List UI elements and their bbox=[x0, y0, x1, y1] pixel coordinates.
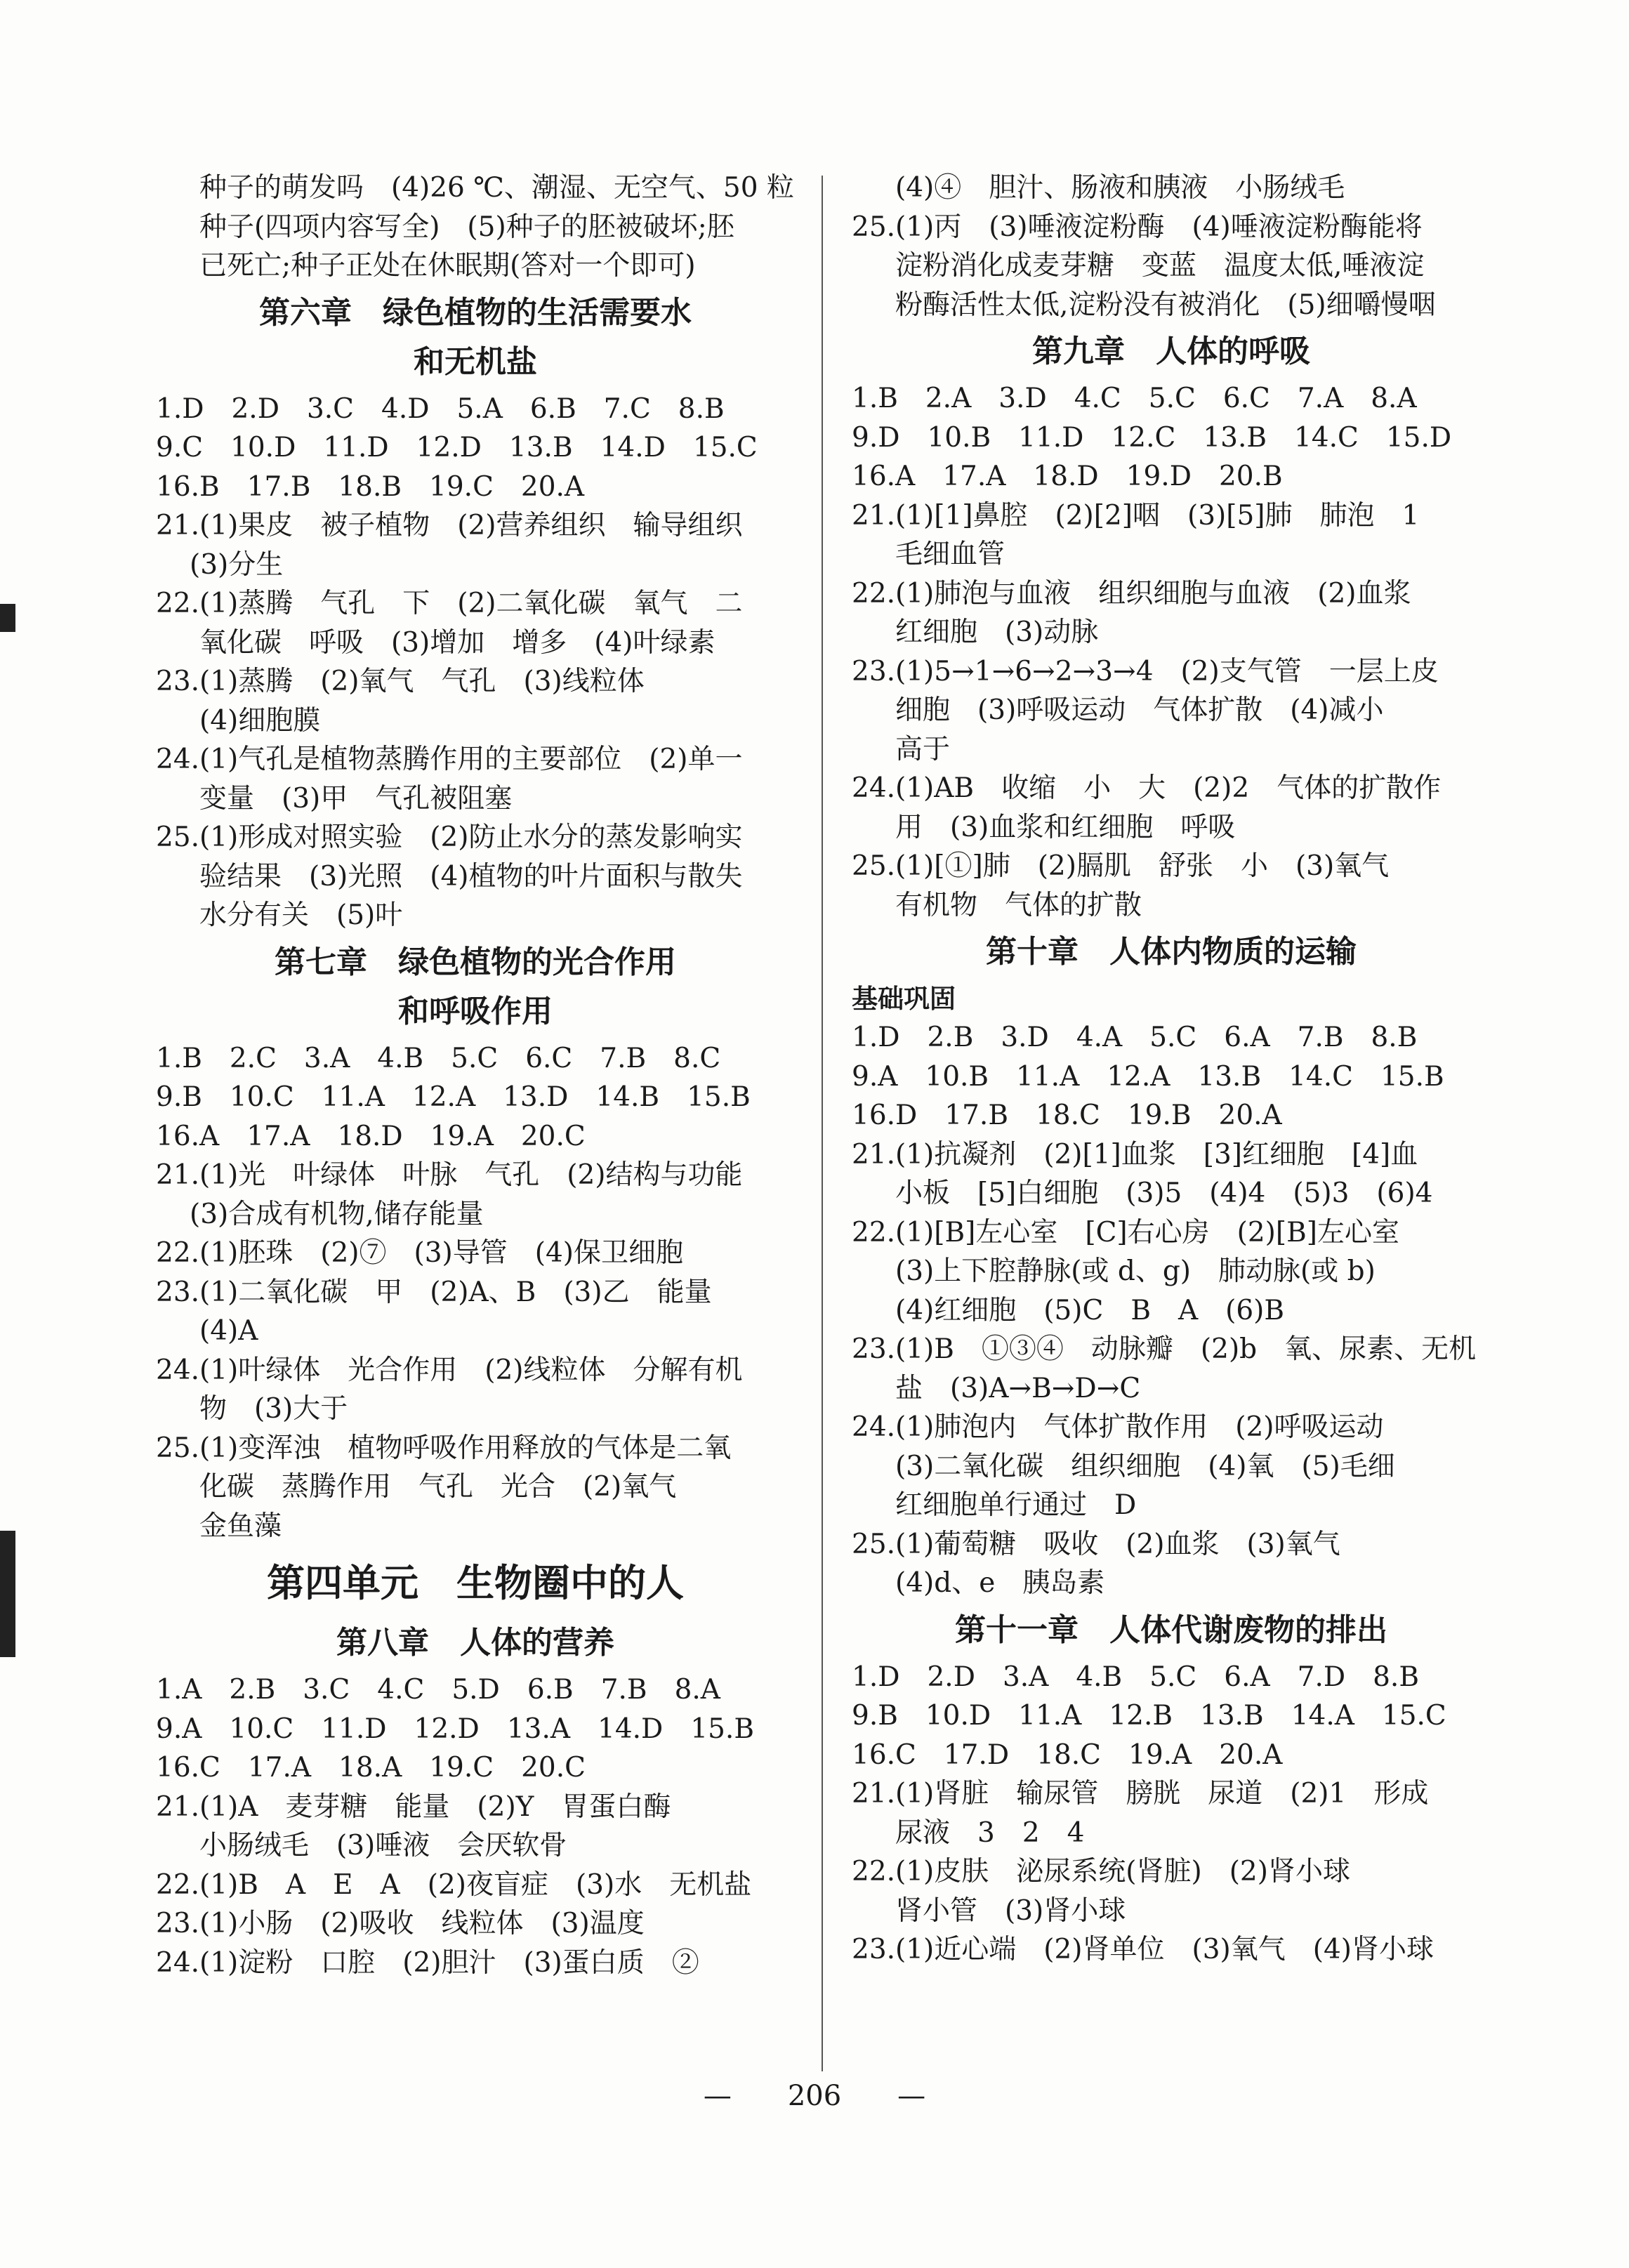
chapter-heading: 第九章 人体的呼吸 bbox=[1032, 334, 1310, 369]
answer-line: 小板 [5]白细胞 (3)5 (4)4 (5)3 (6)4 bbox=[895, 1178, 1433, 1209]
answer-line: 23.(1)B ①③④ 动脉瓣 (2)b 氧、尿素、无机 bbox=[852, 1333, 1477, 1365]
choice-answer-line: 16.A 17.A 18.D 19.D 20.B bbox=[852, 461, 1283, 492]
answer-line: 21.(1)抗凝剂 (2)[1]血浆 [3]红细胞 [4]血 bbox=[852, 1138, 1418, 1171]
answer-line: 氧化碳 呼吸 (3)增加 增多 (4)叶绿素 bbox=[199, 626, 715, 659]
right-column bbox=[852, 169, 1491, 1970]
answer-line: 21.(1)光 叶绿体 叶脉 气孔 (2)结构与功能 bbox=[156, 1159, 743, 1191]
answer-line: 24.(1)淀粉 口腔 (2)胆汁 (3)蛋白质 ② bbox=[156, 1946, 699, 1979]
scan-edge-mark bbox=[0, 604, 15, 632]
answer-line: (4)细胞膜 bbox=[199, 704, 321, 737]
answer-line: 化碳 蒸腾作用 气孔 光合 (2)氧气 bbox=[199, 1471, 677, 1503]
answer-line: 23.(1)二氧化碳 甲 (2)A、B (3)乙 能量 bbox=[156, 1276, 712, 1308]
answer-line: 盐 (3)A→B→D→C bbox=[895, 1372, 1141, 1404]
choice-answer-line: 16.C 17.A 18.A 19.C 20.C bbox=[156, 1752, 586, 1784]
answer-line: 物 (3)大于 bbox=[199, 1393, 348, 1425]
answer-line: (4)红细胞 (5)C B A (6)B bbox=[895, 1294, 1285, 1326]
answer-line: 22.(1)皮肤 泌尿系统(肾脏) (2)肾小球 bbox=[852, 1856, 1350, 1887]
choice-answer-line: 16.C 17.D 18.C 19.A 20.A bbox=[852, 1739, 1283, 1771]
choice-answer-line: 1.D 2.D 3.A 4.B 5.C 6.A 7.D 8.B bbox=[852, 1661, 1419, 1693]
answer-line: 尿液 3 2 4 bbox=[895, 1817, 1085, 1849]
answer-line: 水分有关 (5)叶 bbox=[199, 899, 403, 931]
left-column bbox=[156, 169, 795, 1982]
answer-line: (4)A bbox=[199, 1315, 258, 1347]
chapter-heading: 第十一章 人体代谢废物的排出 bbox=[955, 1611, 1387, 1648]
answer-line: (3)合成有机物,储存能量 bbox=[190, 1198, 484, 1230]
answer-line: 淀粉消化成麦芽糖 变蓝 温度太低,唾液淀 bbox=[895, 250, 1425, 282]
answer-line: (3)二氧化碳 组织细胞 (4)氧 (5)毛细 bbox=[895, 1450, 1395, 1482]
answer-line: 23.(1)5→1→6→2→3→4 (2)支气管 一层上皮 bbox=[852, 655, 1439, 687]
choice-answer-line: 16.A 17.A 18.D 19.A 20.C bbox=[156, 1120, 586, 1152]
answer-line: 22.(1)[B]左心室 [C]右心房 (2)[B]左心室 bbox=[852, 1216, 1399, 1248]
answer-line: 粉酶活性太低,淀粉没有被消化 (5)细嚼慢咽 bbox=[895, 289, 1436, 321]
chapter-heading: 和呼吸作用 bbox=[398, 993, 553, 1029]
choice-answer-line: 1.D 2.B 3.D 4.A 5.C 6.A 7.B 8.B bbox=[852, 1022, 1418, 1053]
choice-answer-line: 1.D 2.D 3.C 4.D 5.A 6.B 7.C 8.B bbox=[156, 393, 725, 425]
answer-line: 已死亡;种子正处在休眠期(答对一个即可) bbox=[199, 250, 696, 282]
answer-line: (3)上下腔静脉(或 d、g) 肺动脉(或 b) bbox=[895, 1255, 1376, 1287]
section-subheading: 基础巩固 bbox=[852, 984, 956, 1014]
page-number-value: 206 bbox=[787, 2080, 842, 2112]
answer-line: 22.(1)蒸腾 气孔 下 (2)二氧化碳 氧气 二 bbox=[156, 588, 743, 619]
choice-answer-line: 16.D 17.B 18.C 19.B 20.A bbox=[852, 1100, 1282, 1131]
answer-line: 23.(1)蒸腾 (2)氧气 气孔 (3)线粒体 bbox=[156, 666, 645, 697]
answer-line: 肾小管 (3)肾小球 bbox=[895, 1894, 1126, 1927]
choice-answer-line: 1.B 2.C 3.A 4.B 5.C 6.C 7.B 8.C bbox=[156, 1042, 721, 1074]
answer-line: (4)d、e 胰岛素 bbox=[895, 1567, 1105, 1599]
choice-answer-line: 16.B 17.B 18.B 19.C 20.A bbox=[156, 470, 585, 503]
scan-edge-mark bbox=[0, 1531, 15, 1657]
answer-line: 25.(1)丙 (3)唾液淀粉酶 (4)唾液淀粉酶能将 bbox=[852, 211, 1423, 243]
chapter-heading: 和无机盐 bbox=[414, 343, 537, 380]
answer-line: 验结果 (3)光照 (4)植物的叶片面积与散失 bbox=[199, 860, 743, 892]
chapter-heading: 第八章 人体的营养 bbox=[336, 1625, 614, 1661]
answer-line: 25.(1)形成对照实验 (2)防止水分的蒸发影响实 bbox=[156, 822, 743, 853]
answer-line: 有机物 气体的扩散 bbox=[895, 889, 1142, 921]
choice-answer-line: 1.A 2.B 3.C 4.C 5.D 6.B 7.B 8.A bbox=[156, 1674, 720, 1706]
answer-line: 25.(1)变浑浊 植物呼吸作用释放的气体是二氧 bbox=[156, 1432, 732, 1464]
choice-answer-line: 9.D 10.B 11.D 12.C 13.B 14.C 15.D bbox=[852, 421, 1452, 454]
choice-answer-line: 9.B 10.D 11.A 12.B 13.B 14.A 15.C bbox=[852, 1700, 1446, 1732]
choice-answer-line: 1.B 2.A 3.D 4.C 5.C 6.C 7.A 8.A bbox=[852, 383, 1417, 414]
choice-answer-line: 9.B 10.C 11.A 12.A 13.D 14.B 15.B bbox=[156, 1081, 751, 1113]
answer-line: 24.(1)气孔是植物蒸腾作用的主要部位 (2)单一 bbox=[156, 744, 743, 775]
answer-line: 用 (3)血浆和红细胞 呼吸 bbox=[895, 811, 1236, 843]
answer-line: 25.(1)葡萄糖 吸收 (2)血浆 (3)氧气 bbox=[852, 1528, 1340, 1560]
answer-line: 红细胞单行通过 D bbox=[895, 1489, 1137, 1521]
answer-line: 25.(1)[①]肺 (2)膈肌 舒张 小 (3)氧气 bbox=[852, 850, 1390, 882]
answer-line: 金鱼藻 bbox=[199, 1510, 282, 1542]
answer-line: 21.(1)[1]鼻腔 (2)[2]咽 (3)[5]肺 肺泡 1 bbox=[852, 499, 1420, 532]
answer-line: 21.(1)肾脏 输尿管 膀胱 尿道 (2)1 形成 bbox=[852, 1778, 1429, 1809]
answer-line: 高于 bbox=[895, 733, 951, 765]
answer-line: 变量 (3)甲 气孔被阻塞 bbox=[199, 782, 513, 815]
answer-line: 种子的萌发吗 (4)26 ℃、潮湿、无空气、50 粒 bbox=[199, 172, 794, 204]
answer-line: (4)④ 胆汁、肠液和胰液 小肠绒毛 bbox=[895, 172, 1345, 204]
chapter-heading: 第七章 绿色植物的光合作用 bbox=[275, 944, 676, 980]
answer-line: 24.(1)叶绿体 光合作用 (2)线粒体 分解有机 bbox=[156, 1354, 743, 1386]
answer-line: 21.(1)A 麦芽糖 能量 (2)Y 胃蛋白酶 bbox=[156, 1791, 671, 1823]
choice-answer-line: 9.C 10.D 11.D 12.D 13.B 14.D 15.C bbox=[156, 432, 758, 463]
answer-line: 毛细血管 bbox=[895, 539, 1005, 570]
choice-answer-line: 9.A 10.B 11.A 12.A 13.B 14.C 15.B bbox=[852, 1060, 1444, 1093]
answer-line: 21.(1)果皮 被子植物 (2)营养组织 输导组织 bbox=[156, 510, 743, 541]
answer-line: 22.(1)肺泡与血液 组织细胞与血液 (2)血浆 bbox=[852, 577, 1411, 609]
answer-line: 红细胞 (3)动脉 bbox=[895, 617, 1099, 648]
answer-line: (3)分生 bbox=[190, 548, 284, 581]
answer-line: 23.(1)小肠 (2)吸收 线粒体 (3)温度 bbox=[156, 1908, 645, 1939]
page-number: — 206 — bbox=[703, 2080, 926, 2112]
answer-line: 24.(1)AB 收缩 小 大 (2)2 气体的扩散作 bbox=[852, 772, 1442, 804]
answer-line: 细胞 (3)呼吸运动 气体扩散 (4)减小 bbox=[895, 694, 1384, 726]
choice-answer-line: 9.A 10.C 11.D 12.D 13.A 14.D 15.B bbox=[156, 1713, 754, 1745]
unit-heading: 第四单元 生物圈中的人 bbox=[267, 1561, 684, 1605]
answer-line: 24.(1)肺泡内 气体扩散作用 (2)呼吸运动 bbox=[852, 1411, 1384, 1443]
answer-line: 小肠绒毛 (3)唾液 会厌软骨 bbox=[199, 1830, 567, 1861]
answer-line: 种子(四项内容写全) (5)种子的胚被破坏;胚 bbox=[199, 211, 734, 243]
column-divider bbox=[822, 176, 823, 2071]
chapter-heading: 第十章 人体内物质的运输 bbox=[986, 934, 1357, 970]
answer-line: 23.(1)近心端 (2)肾单位 (3)氧气 (4)肾小球 bbox=[852, 1934, 1434, 1965]
chapter-heading: 第六章 绿色植物的生活需要水 bbox=[259, 294, 692, 331]
answer-line: 22.(1)B A E A (2)夜盲症 (3)水 无机盐 bbox=[156, 1868, 752, 1901]
answer-line: 22.(1)胚珠 (2)⑦ (3)导管 (4)保卫细胞 bbox=[156, 1237, 683, 1269]
